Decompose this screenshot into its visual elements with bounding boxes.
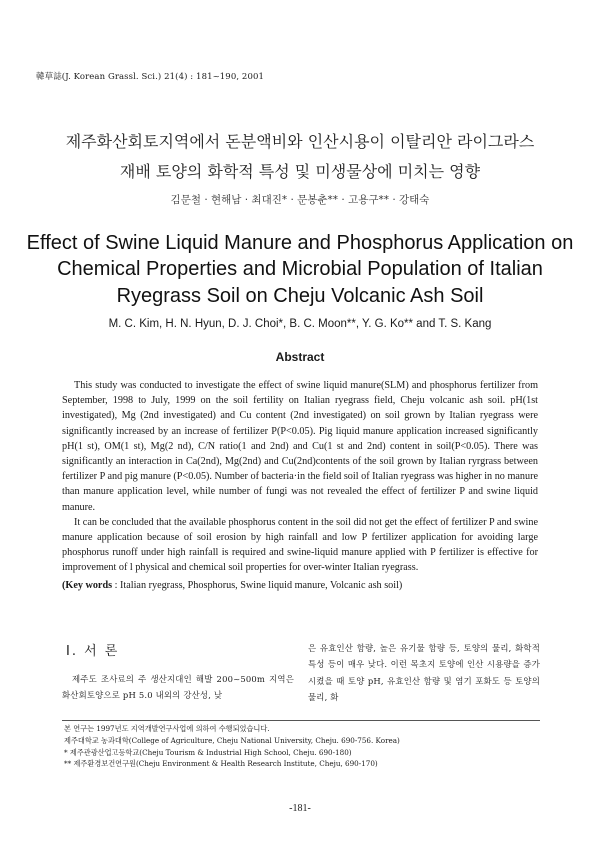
- keywords-text: : Italian ryegrass, Phosphorus, Swine liquid manure, Volcanic ash soil): [112, 579, 403, 591]
- intro-right-column: [308, 640, 540, 706]
- english-authors: M. C. Kim, H. N. Hyun, D. J. Choi*, B. C. Moon**, Y. G. Ko** and T. S. Kang: [108, 318, 492, 330]
- footnote-affiliation-2: * 제주관광산업고등학교(Cheju Tourism & Industrial High School, Cheju. 690-180): [64, 747, 352, 757]
- footnote-affiliation-3: ** 제주환경보건연구원(Cheju Environment & Health Research Institute, Cheju, 690-170): [64, 759, 378, 769]
- keywords: [62, 578, 538, 593]
- page-number: -181-: [289, 803, 311, 814]
- intro-right-text: 은 유효인산 함량, 높은 유기물 함량 등, 토양의 물리, 화학적 특성 등이 매우 낮다. 이런 목초지 토양에 인산 시용량을 증가시켰을 때 토양 pH, 유효인산 함량 및 염기 포화도 등 토양의 물리, 화: [308, 643, 540, 703]
- footnotes: [64, 723, 540, 770]
- abstract-paragraph-1: This study was conducted to investigate the effect of swine liquid manure(SLM) and phosphorus fertilizer from September, 1998 to July, 1999 on the soil fertility on Italian ryegrass field, Cheju volcanic ash soil. pH(1st investigated), Mg (2nd investigated) and Cu content (2nd investigated) on soil grown by Italian ryegrass were significantly increased by an increase of fertilizer P(P<0.05). Pig liquid manure application increased significantly pH(1 st), OM(1 st), Mg(2 nd), C/N ratio(1 and 2nd) and Cu(1 st and 2nd) content in soil(P<0.05). There was significantly an interaction in Ca(2nd), Mg(2nd) and Cu(2nd)contents of the soil grown by Italian ryrgrass between fertilizer P and pig manure (P<0.05). Number of bacteria·in the field soil of Italian ryegrass was higher in no manure than manure application level, while number of fungi was not revealed the effect of fertilizer P and swine liquid manure.: [62, 380, 538, 513]
- journal-reference: 韓草誌(J. Korean Grassl. Sci.) 21(4) : 181~190, 2001: [36, 72, 264, 82]
- english-title-line-2: Chemical Properties and Microbial Population of Italian: [57, 258, 543, 280]
- abstract-paragraph-2: It can be concluded that the available phosphorus content in the soil did not get the effect of fertilizer P and swine manure application because of soil erosion by high rainfall and low P fertilizer application for avoiding large phosphorus runoff under high rainfall is required and swine-liquid manure applied with P fertilizer is effective for improvement of l physical and chemical soil properties for over-winter Italian ryegrass.: [62, 516, 538, 574]
- english-title-line-3: Ryegrass Soil on Cheju Volcanic Ash Soil: [116, 285, 484, 307]
- korean-title-line-1: 제주화산회토지역에서 돈분액비와 인산시용이 이탈리안 라이그라스: [65, 132, 535, 151]
- abstract-heading: Abstract: [275, 350, 325, 364]
- footnote-funding: 본 연구는 1997년도 지역개발연구사업에 의하여 수행되었습니다.: [64, 724, 270, 733]
- intro-heading: Ⅰ. 서 론: [66, 644, 120, 659]
- intro-left-column: [62, 640, 294, 704]
- keywords-label: (Key words: [62, 579, 113, 591]
- abstract-body: [62, 378, 538, 593]
- footnote-divider: [62, 720, 540, 721]
- footnote-affiliation-1: 제주대학교 농과대학(College of Agriculture, Cheju National University, Cheju. 690-756. Korea): [64, 735, 400, 745]
- english-title-line-1: Effect of Swine Liquid Manure and Phosphorus Application on: [26, 232, 574, 254]
- intro-left-text: 제주도 조사료의 주 생산지대인 해발 200~500m 지역은 화산회토양으로 pH 5.0 내외의 강산성, 낮: [62, 674, 294, 701]
- korean-title-line-2: 재배 토양의 화학적 특성 및 미생물상에 미치는 영향: [119, 162, 481, 181]
- korean-authors: 김문철 · 현해남 · 최대진* · 문봉춘** · 고용구** · 강태숙: [170, 194, 430, 206]
